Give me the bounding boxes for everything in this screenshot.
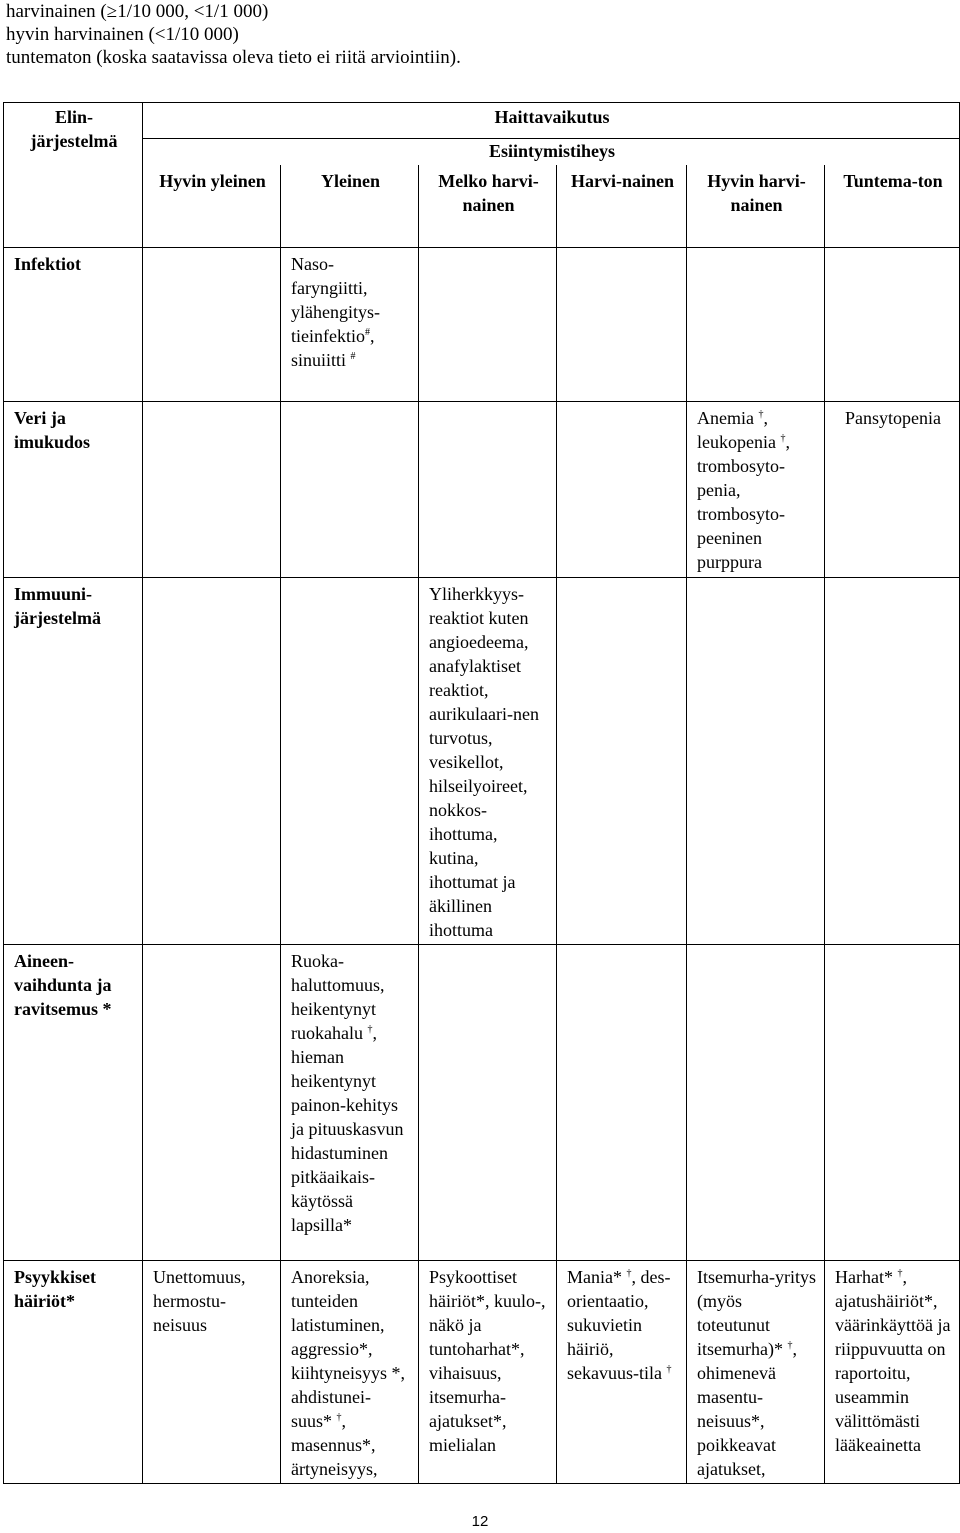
dagger-mark: † xyxy=(780,432,786,444)
text-part: , trombosyto-penia, trombosyto-peeninen purppura xyxy=(697,431,790,572)
system-psychiatric: Psyykkiset häiriöt* xyxy=(4,1260,143,1483)
text-part: , xyxy=(369,325,375,346)
dagger-mark: † xyxy=(787,1339,793,1351)
cell-infections-very-common xyxy=(143,247,281,401)
cell-psychiatric-rare xyxy=(557,1260,687,1483)
header-very-rare: Hyvin harvi-nainen xyxy=(687,165,825,247)
text-part: Anoreksia, tunteiden latistuminen, aggressio*, kiihtyneisyys *, ahdistunei-suus* xyxy=(291,1266,406,1431)
cell-metabolism-unknown xyxy=(825,944,960,1260)
text-part: Harhat* xyxy=(835,1266,898,1287)
intro-line: hyvin harvinainen (<1/10 000) xyxy=(6,24,239,45)
cell-immune-common xyxy=(281,577,419,944)
cell-metabolism-uncommon xyxy=(419,944,557,1260)
text-part: ylähengitys- xyxy=(291,301,380,322)
cell-psychiatric-very-rare xyxy=(687,1260,825,1483)
table-row xyxy=(4,577,960,944)
header-unknown: Tuntema-ton xyxy=(825,165,960,247)
header-very-common: Hyvin yleinen xyxy=(143,165,281,247)
text-part: faryngiitti, xyxy=(291,277,368,298)
text-part: Itsemurha-yritys (myös toteutunut itsemurha)* xyxy=(697,1266,816,1359)
cell-infections-common xyxy=(281,247,419,401)
intro-line: harvinainen (≥1/10 000, <1/1 000) xyxy=(6,1,269,22)
intro-text xyxy=(6,0,461,69)
text-part: , leukopenia xyxy=(697,407,781,452)
dagger-mark: † xyxy=(336,1411,342,1423)
table-row xyxy=(4,401,960,577)
dagger-mark: † xyxy=(666,1363,672,1375)
system-blood: Veri ja imukudos xyxy=(4,401,143,577)
cell-blood-very-common xyxy=(143,401,281,577)
cell-metabolism-very-common xyxy=(143,944,281,1260)
cell-infections-very-rare xyxy=(687,247,825,401)
dagger-mark: † xyxy=(897,1267,903,1279)
cell-psychiatric-unknown xyxy=(825,1260,960,1483)
cell-metabolism-common xyxy=(281,944,419,1260)
header-rare: Harvi-nainen xyxy=(557,165,687,247)
system-metabolism: Aineen-vaihdunta ja ravitsemus * xyxy=(4,944,143,1260)
text-part: sinuiitti xyxy=(291,349,347,370)
intro-line: tuntematon (koska saatavissa oleva tieto ei riitä arviointiin). xyxy=(6,47,461,68)
hash-mark: # xyxy=(350,350,356,362)
text-part: , masennus*, ärtyneisyys, xyxy=(291,1410,378,1479)
cell-immune-rare xyxy=(557,577,687,944)
cell-infections-rare xyxy=(557,247,687,401)
table-row xyxy=(4,944,960,1260)
text-part: Anemia xyxy=(697,407,759,428)
text-part: , hieman heikentynyt painon-kehitys ja pituuskasvun hidastuminen pitkäaikais-käytössä lapsilla* xyxy=(291,1022,404,1235)
header-organ-system: Elin-järjestelmä xyxy=(4,103,143,248)
text-part: Mania* xyxy=(567,1266,627,1287)
cell-blood-very-rare xyxy=(687,401,825,577)
table-row xyxy=(4,1260,960,1483)
cell-immune-very-rare xyxy=(687,577,825,944)
dagger-mark: † xyxy=(626,1267,632,1279)
cell-psychiatric-very-common: Unettomuus, hermostu-neisuus xyxy=(143,1260,281,1483)
cell-blood-rare xyxy=(557,401,687,577)
cell-psychiatric-uncommon: Psykoottiset häiriöt*, kuulo-, näkö ja tuntoharhat*, vihaisuus, itsemurha-ajatukset*, mielialan xyxy=(419,1260,557,1483)
header-adverse-effect: Haittavaikutus xyxy=(143,103,960,139)
header-common: Yleinen xyxy=(281,165,419,247)
cell-infections-uncommon xyxy=(419,247,557,401)
cell-blood-common xyxy=(281,401,419,577)
cell-metabolism-rare xyxy=(557,944,687,1260)
text-part: , des-orientaatio, sukuvietin häiriö, sekavuus-tila xyxy=(567,1266,671,1383)
table-row xyxy=(4,247,960,401)
page-number: 12 xyxy=(471,1513,489,1530)
header-frequency: Esiintymistiheys xyxy=(143,139,960,166)
text-part: Ruoka-haluttomuus, heikentynyt ruokahalu xyxy=(291,950,385,1043)
hash-mark: # xyxy=(364,326,370,338)
cell-blood-unknown: Pansytopenia xyxy=(825,401,960,577)
text-part: , ohimenevä masentu-neisuus*, poikkeavat ajatukset, xyxy=(697,1338,797,1479)
cell-immune-unknown xyxy=(825,577,960,944)
cell-psychiatric-common xyxy=(281,1260,419,1483)
adverse-effects-table xyxy=(3,102,960,1484)
cell-infections-unknown xyxy=(825,247,960,401)
text-part: Naso- xyxy=(291,253,334,274)
cell-immune-uncommon: Yliherkkyys-reaktiot kuten angioedeema, anafylaktiset reaktiot, aurikulaari-nen turvotus, vesikellot, hilseilyoireet, nokkos-ihottuma, kutina, ihottumat ja äkillinen ihottuma xyxy=(419,577,557,944)
dagger-mark: † xyxy=(758,408,764,420)
system-infections: Infektiot xyxy=(4,247,143,401)
cell-blood-uncommon xyxy=(419,401,557,577)
system-immune: Immuuni-järjestelmä xyxy=(4,577,143,944)
header-uncommon: Melko harvi-nainen xyxy=(419,165,557,247)
cell-immune-very-common xyxy=(143,577,281,944)
cell-metabolism-very-rare xyxy=(687,944,825,1260)
text-part: , ajatushäiriöt*, väärinkäyttöä ja riippuvuutta on raportoitu, useammin välittömästi lääkeainetta xyxy=(835,1266,951,1455)
text-part: tieinfektio xyxy=(291,325,365,346)
dagger-mark: † xyxy=(367,1023,373,1035)
